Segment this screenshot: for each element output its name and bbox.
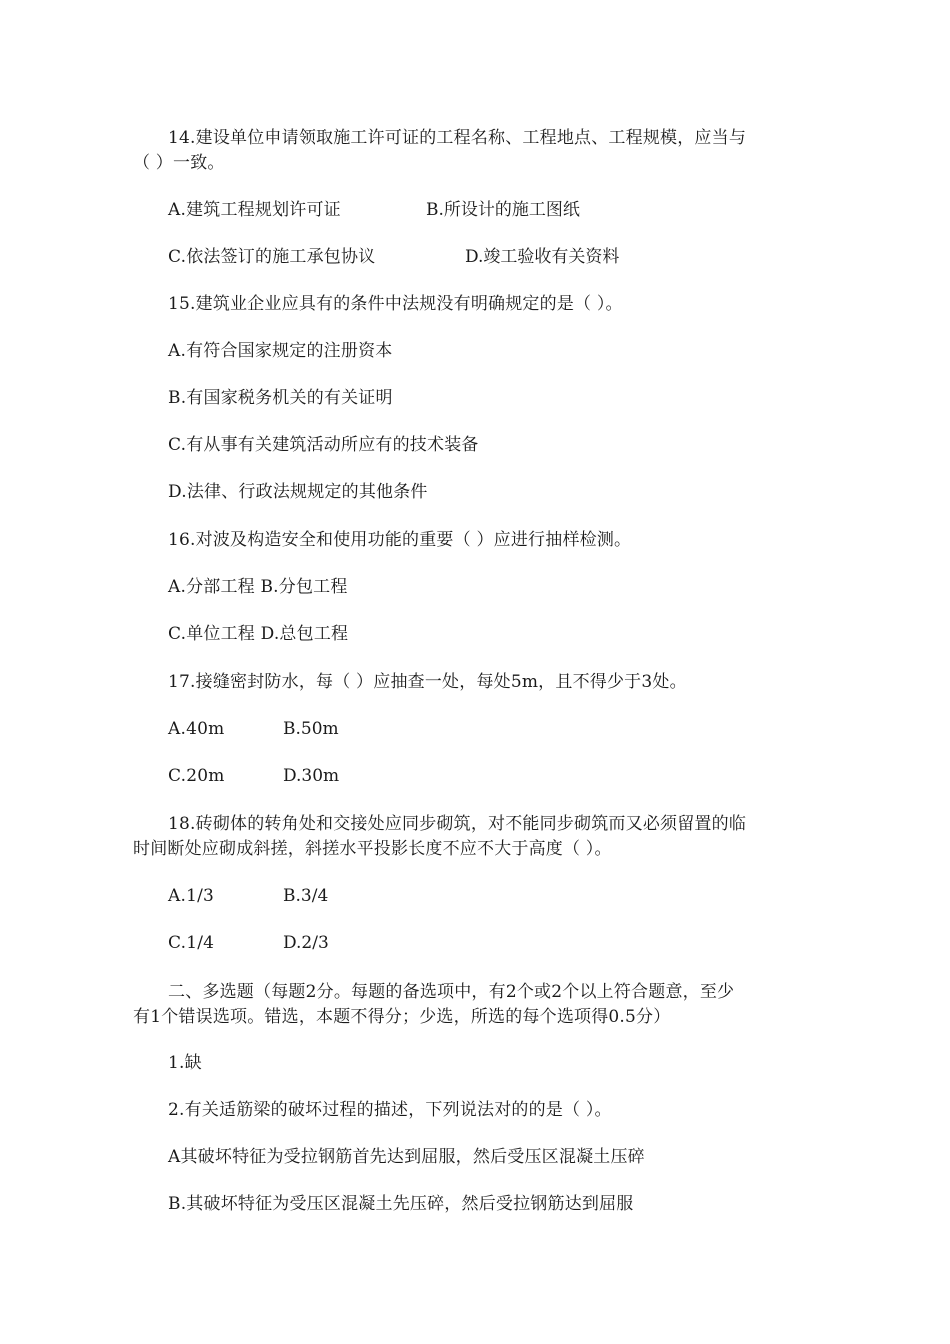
q14-stem-line2: （ ）一致。 (133, 153, 225, 173)
q14-option-a: A.建筑工程规划许可证 (168, 200, 341, 220)
q16-stem: 16.对波及构造安全和使用功能的重要（ ）应进行抽样检测。 (168, 530, 632, 550)
q14-option-c: C.依法签订的施工承包协议 (168, 247, 376, 267)
q18-option-d: D.2/3 (283, 933, 329, 953)
q14-option-d: D.竣工验收有关资料 (465, 247, 620, 267)
q16-options-cd: C.单位工程 D.总包工程 (168, 624, 349, 644)
q16-options-ab: A.分部工程 B.分包工程 (168, 577, 348, 597)
q17-option-c: C.20m (168, 766, 225, 786)
m2-stem: 2.有关适筋梁的破坏过程的描述，下列说法对的的是（ ）。 (168, 1100, 612, 1120)
m1-stem: 1.缺 (168, 1053, 202, 1073)
q14-stem-line1: 14.建设单位申请领取施工许可证的工程名称、工程地点、工程规模，应当与 (168, 128, 747, 148)
q17-option-d: D.30m (283, 766, 340, 786)
section2-heading-line2: 有1个错误选项。错选，本题不得分；少选，所选的每个选项得0.5分） (133, 1007, 671, 1027)
q18-stem-line1: 18.砖砌体的转角处和交接处应同步砌筑，对不能同步砌筑而又必须留置的临 (168, 814, 747, 834)
m2-option-a: A其破坏特征为受拉钢筋首先达到屈服，然后受压区混凝土压碎 (168, 1147, 645, 1167)
q18-option-c: C.1/4 (168, 933, 215, 953)
q15-option-c: C.有从事有关建筑活动所应有的技术装备 (168, 435, 479, 455)
q15-option-d: D.法律、行政法规规定的其他条件 (168, 482, 428, 502)
q15-option-b: B.有国家税务机关的有关证明 (168, 388, 393, 408)
q17-option-b: B.50m (283, 719, 339, 739)
q15-option-a: A.有符合国家规定的注册资本 (168, 341, 393, 361)
q15-stem: 15.建筑业企业应具有的条件中法规没有明确规定的是（ ）。 (168, 294, 623, 314)
q14-option-b: B.所设计的施工图纸 (426, 200, 580, 220)
q18-stem-line2: 时间断处应砌成斜搓，斜搓水平投影长度不应不大于高度（ ）。 (133, 839, 612, 859)
m2-option-b: B.其破坏特征为受压区混凝土先压碎，然后受拉钢筋达到屈服 (168, 1194, 634, 1214)
q18-option-b: B.3/4 (283, 886, 329, 906)
q17-option-a: A.40m (168, 719, 225, 739)
q17-stem: 17.接缝密封防水，每（ ）应抽查一处，每处5m，且不得少于3处。 (168, 672, 687, 692)
q18-option-a: A.1/3 (168, 886, 215, 906)
section2-heading-line1: 二、多选题（每题2分。每题的备选项中，有2个或2个以上符合题意，至少 (168, 982, 735, 1002)
